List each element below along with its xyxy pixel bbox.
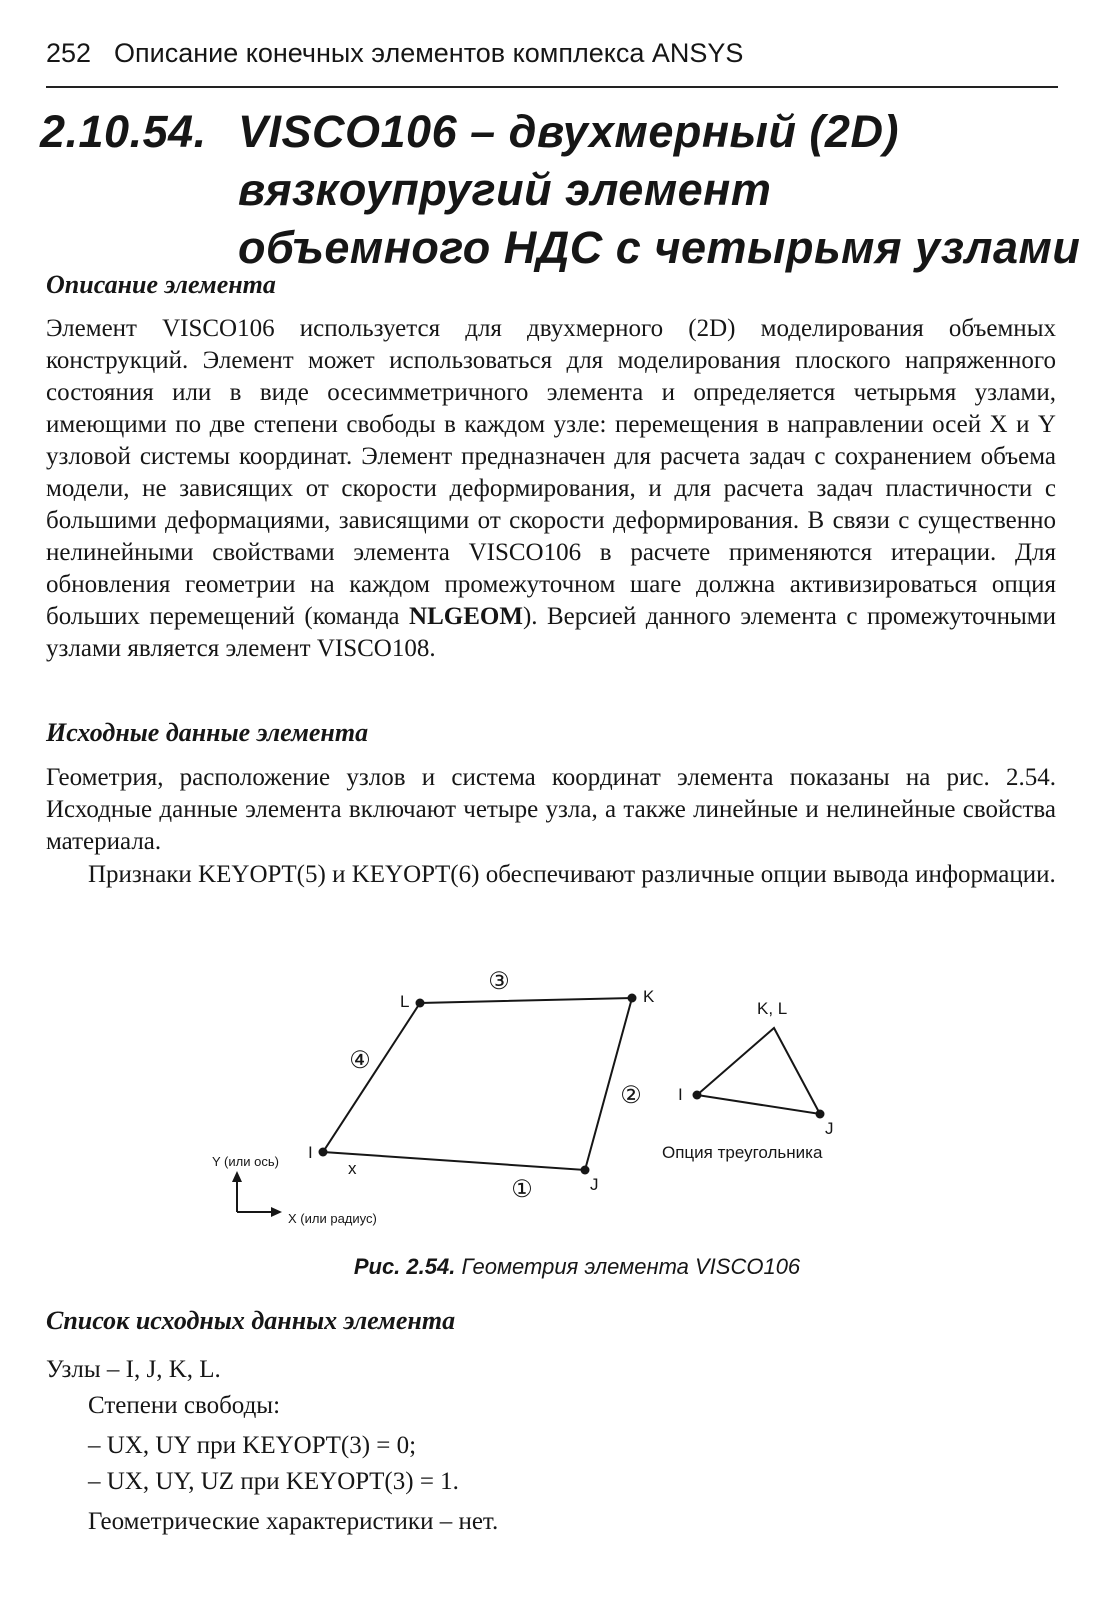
- node-j-marker: [581, 1166, 590, 1175]
- triangle-kl-label: K, L: [757, 999, 788, 1018]
- triangle-j-label: J: [825, 1119, 834, 1138]
- node-j-label: J: [590, 1175, 599, 1194]
- y-axis-label: Y (или ось): [212, 1154, 279, 1169]
- running-title: Описание конечных элементов комплекса ANSYS: [114, 38, 744, 68]
- face-1-label: ①: [511, 1176, 533, 1203]
- section-number: 2.10.54.: [40, 106, 207, 157]
- input-data-paragraph-1: Геометрия, расположение узлов и система координат элемента показаны на рис. 2.54. Исходные данные элемента включают четыре узла, а также линейные и нелинейные свойства материала.: [46, 764, 1056, 855]
- node-l-marker: [416, 999, 425, 1008]
- element-geometry-figure: [200, 960, 900, 1245]
- geometry-diagram: [200, 960, 900, 1245]
- dof-item-1: – UX, UY при KEYOPT(3) = 0;: [88, 1432, 417, 1459]
- section-title-line-2: вязкоупругий элемент: [238, 164, 772, 215]
- triangle-i-label: I: [678, 1085, 683, 1104]
- x-axis-label: X (или радиус): [288, 1211, 377, 1226]
- figure-caption-label: Рис. 2.54.: [353, 1254, 456, 1279]
- x-axis-arrowhead: [271, 1207, 282, 1217]
- input-list-heading: Список исходных данных элемента: [46, 1306, 456, 1335]
- face-3-label: ③: [488, 968, 510, 995]
- triangle-option-caption: Опция треугольника: [662, 1143, 823, 1162]
- running-header: [46, 36, 1058, 88]
- section-title-line-1: VISCO106 – двухмерный (2D): [238, 106, 899, 157]
- node-i-label: I: [308, 1143, 313, 1162]
- local-x-axis-label: x: [348, 1159, 357, 1178]
- y-axis-arrowhead: [232, 1171, 242, 1182]
- command-keyword: NLGEOM: [409, 603, 523, 630]
- page-number: 252: [46, 38, 92, 68]
- nodes-line: Узлы – I, J, K, L.: [46, 1356, 221, 1383]
- triangle-node-i-marker: [693, 1091, 702, 1100]
- description-paragraph: [46, 313, 1056, 665]
- description-text-2: ). Версией данного элемента с промежуточными узлами является элемент VISCO108.: [46, 603, 1056, 662]
- figure-caption-text: Геометрия элемента VISCO106: [461, 1254, 801, 1279]
- quad-element-outline: [323, 998, 632, 1170]
- node-k-marker: [628, 994, 637, 1003]
- triangle-option-outline: [697, 1028, 820, 1114]
- section-title-line-3: объемного НДС с четырьмя узлами: [238, 222, 1081, 273]
- face-2-label: ②: [620, 1082, 642, 1109]
- node-l-label: L: [400, 992, 410, 1011]
- node-k-label: K: [643, 987, 655, 1006]
- figure-caption: [0, 1254, 1106, 1280]
- input-data-paragraph-2: Признаки KEYOPT(5) и KEYOPT(6) обеспечивают различные опции вывода информации.: [88, 861, 1056, 888]
- input-data-heading: Исходные данные элемента: [46, 718, 369, 747]
- node-i-marker: [319, 1148, 328, 1157]
- geometry-line: Геометрические характеристики – нет.: [88, 1508, 499, 1535]
- face-4-label: ④: [349, 1047, 371, 1074]
- triangle-node-j-marker: [816, 1110, 825, 1119]
- description-heading: Описание элемента: [46, 270, 276, 299]
- description-text-1: Элемент VISCO106 используется для двухмерного (2D) моделирования объемных конструкций. Элемент может использоваться для моделирования плоского напряженного состояния или в виде осесимметричного элемента и определяется четырьмя узлами, имеющими по две степени свободы в каждом узле: перемещения в направлении осей X и Y узловой системы координат. Элемент предназначен для расчета задач с сохранением объема модели, не зависящих от скорости деформирования, и для расчета задач пластичности с большими деформациями, зависящими от скорости деформирования. В связи с существенно нелинейными свойствами элемента VISCO106 в расчете применяются итерации. Для обновления геометрии на каждом промежуточном шаге должна активизироваться опция больших перемещений (команда: [46, 315, 1056, 630]
- dof-title: Степени свободы:: [88, 1392, 281, 1419]
- dof-item-2: – UX, UY, UZ при KEYOPT(3) = 1.: [88, 1468, 459, 1495]
